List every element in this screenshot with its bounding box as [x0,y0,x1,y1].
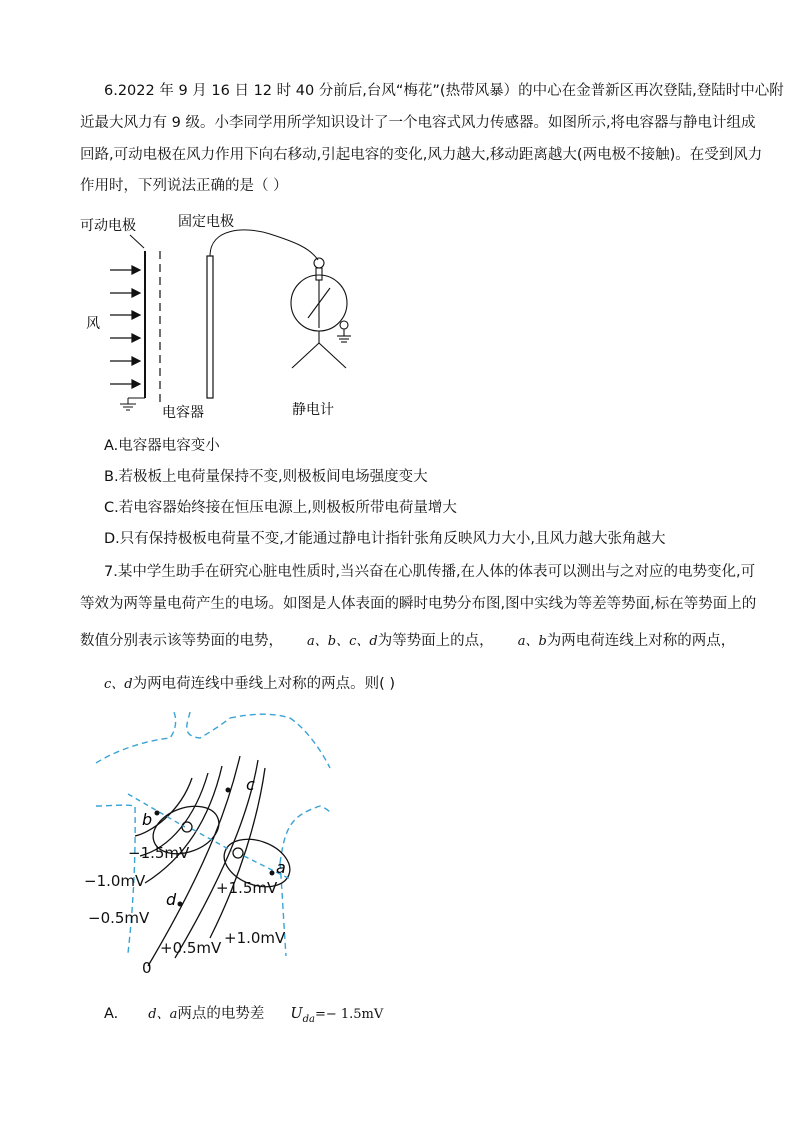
potential-neg-1-0: −1.0mV [84,872,146,890]
potential-zero: 0 [142,959,152,977]
wind-arrows [110,266,140,388]
point-d-label: d [166,890,177,909]
q7-option-a[interactable] [104,1004,383,1030]
potential-neg-1-5: −1.5mV [128,844,190,862]
q6-option-d[interactable]: D.只有保持极板电荷量不变,才能通过静电计指针张角反映风力大小,且风力越大张角越大 [104,531,666,547]
q7-option-a-formula-u: U [290,1006,303,1022]
q6-option-b[interactable]: B.若极板上电荷量保持不变,则极板间电场强度变大 [104,469,428,485]
potential-pos-1-5: +1.5mV [216,879,278,897]
q6-option-c[interactable]: C.若电容器始终接在恒压电源上,则极板所带电荷量增大 [104,500,457,516]
q7-option-a-formula-sub: da [302,1013,315,1025]
movable-electrode-label: 可动电极 [80,218,136,234]
movable-electrode-leader [130,235,144,248]
body-potential-figure [80,708,340,983]
q7-line3-text-b: 为等势面上的点， [377,633,494,649]
electroscope-label: 静电计 [292,402,334,418]
q7-option-a-points: d、a [148,1007,178,1022]
point-b-label: b [142,810,153,829]
q7-line3-text-a: 数值分别表示该等势面的电势， [80,633,283,649]
q7-stem-line4 [104,674,395,695]
q6-stem-line2: 近最大风力有 9 级。小李同学用所学知识设计了一个电容式风力传感器。如图所示,将电容器与静电计组成 [80,115,756,131]
capacitor-label: 电容器 [162,405,204,421]
q7-option-a-label: A. [104,1006,119,1022]
point-a-label: a [276,858,286,877]
q7-option-a-text: 两点的电势差 [177,1006,265,1022]
fixed-electrode-label: 固定电极 [178,214,234,230]
q7-stem-line2: 等效为两等量电荷产生的电场。如图是人体表面的瞬时电势分布图,图中实线为等差等势面,标在等势面上的 [80,596,757,612]
capacitor-electroscope-figure [70,208,390,423]
potential-neg-0-5: −0.5mV [88,909,150,927]
fixed-electrode-plate [207,256,213,398]
electroscope [291,258,351,368]
q7-points-ab: a、b [517,634,547,649]
q7-option-a-formula-value: =− 1.5mV [314,1007,384,1022]
q7-line3-text-c: 为两电荷连线上对称的两点， [546,633,736,649]
point-c-label: c [246,775,255,794]
potential-pos-0-5: +0.5mV [160,939,222,957]
q7-points-abcd: a、b、c、d [307,634,378,649]
q6-stem-line1: 6.2022 年 9 月 16 日 12 时 40 分前后,台风“梅花”(热带风暴）的中心在金普新区再次登陆,登陆时中心附 [104,83,784,99]
connecting-wire [210,230,318,260]
wind-label: 风 [86,316,100,332]
q7-line4-text: 为两电荷连线中垂线上对称的两点。则( ) [132,676,396,692]
potential-pos-1-0: +1.0mV [224,929,286,947]
q7-points-cd: c、d [104,677,133,692]
ground-icon [120,398,136,410]
q7-stem-line3 [80,631,735,652]
q6-option-a[interactable]: A.电容器电容变小 [104,438,220,454]
q6-stem-line3: 回路,可动电极在风力作用下向右移动,引起电容的变化,风力越大,移动距离越大(两电极不接触)。在受到风力 [80,147,763,163]
q6-stem-line4: 作用时，下列说法正确的是（ ） [80,178,288,194]
q7-stem-line1: 7.某中学生助手在研究心脏电性质时,当兴奋在心肌传播,在人体的体表可以测出与之对应的电势变化,可 [104,564,756,580]
